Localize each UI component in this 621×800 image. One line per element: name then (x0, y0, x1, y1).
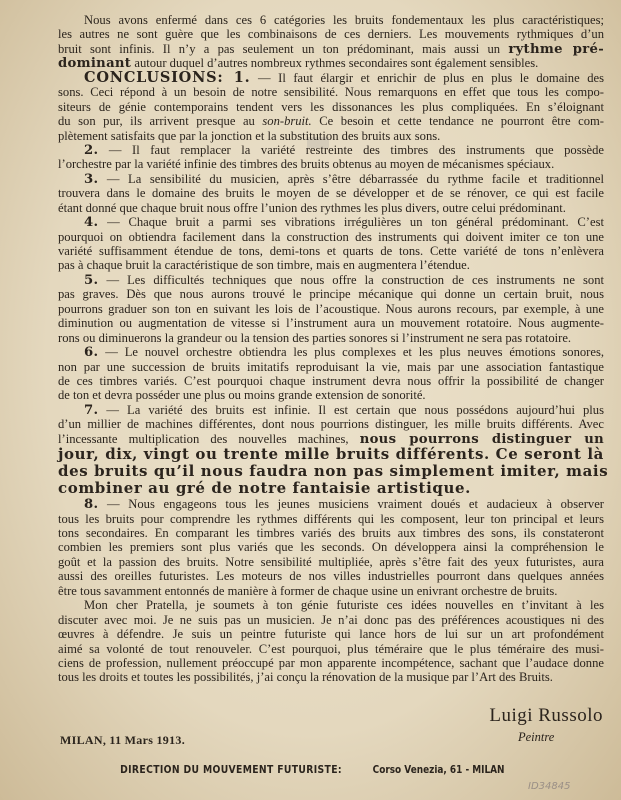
text-run: — Chaque bruit a parmi ses vibrations irrégulières un ton général prédominant. C’est (98, 215, 604, 230)
text-line (58, 627, 604, 641)
text-line (58, 670, 604, 684)
text-run: de ces timbres variés. C’est pourquoi chaque instrument devra nous offrir la possibilité de changer (58, 373, 604, 388)
text-line (58, 417, 604, 431)
text-run: étant donné que chaque bruit nous offre l’union des rythmes les plus divers, outre celui prédominant. (58, 200, 566, 215)
text-run: tons secondaires. En comparant les timbres variés des bruits aux timbres des sons, ils constateront (58, 526, 604, 540)
text-run: du son pur, ils arrivent presque au (58, 114, 263, 129)
archive-id: ID34845 (528, 781, 571, 792)
text-line (58, 129, 604, 143)
text-run: non par une succession de bruits imitatifs reproduisant la vie, mais par une association fantastique (58, 359, 604, 374)
text-line (58, 273, 604, 287)
text-line (58, 555, 604, 569)
text-run: tous les bruits pour comprendre les rythmes différents qui les composent, leur ton principal et leurs (58, 511, 604, 526)
text-run: — Il faut élargir et enrichir de plus en plus le domaine des (250, 70, 604, 85)
text-line (58, 302, 604, 316)
text-run: œuvres à défendre. Je suis un peintre futuriste qui lance hors de lui sur un art profondément (58, 627, 604, 642)
footer-address: Corso Venezia, 61 - MILAN (372, 764, 505, 776)
text-line (58, 540, 604, 554)
text-run: l’orchestre par la variété infinie des timbres des bruits obtenus au moyen de mécanismes spéciaux. (58, 157, 555, 172)
paragraph (58, 497, 604, 598)
paragraph (58, 143, 604, 172)
text-run: pas à chaque bruit la caractéristique de son timbre, mais en augmentera l’étendue. (58, 258, 470, 273)
text-run: plètement satisfaits que par la jonction et la substitution des bruits aux sons. (58, 128, 441, 143)
text-run: pourquoi on obtiendra facilement dans la construction des instruments qui doivent imiter ce ton une (58, 229, 604, 244)
text-run: l’incessante multiplication des nouvelles machines, (58, 431, 360, 446)
bold-run: 8. (84, 497, 99, 513)
text-line (58, 215, 604, 229)
paragraph (58, 13, 604, 71)
text-run: les autres ne sont guère que les combinaisons de ces derniers. Les mouvements rythmiques d’un (58, 27, 604, 42)
text-run: combien les premiers sont plus variés que les seconds. On développera ainsi la compréhension le (58, 540, 604, 555)
text-line (58, 345, 604, 359)
text-line (58, 27, 604, 41)
text-line (58, 462, 609, 481)
text-run: variété suffisamment étendue de tons, demi-tons et quarts de tons. Cette variété de tons n’enlèvera (58, 244, 604, 258)
text-run: — Il faut remplacer la variété restreinte des timbres des instruments que possède (98, 142, 604, 157)
text-line (58, 584, 604, 598)
text-line (58, 497, 604, 511)
text-run: d’un millier de machines différentes, dont nous pourrions distinguer, les mille bruits différents. Avec (58, 417, 604, 432)
paragraph (58, 68, 604, 143)
text-line (58, 446, 604, 463)
text-run: diminution ou augmentation de vitesse si l’instrument aura un mouvement rotatoire. Nous augmente- (58, 316, 604, 331)
bold-run: jour, dix, vingt ou trente mille bruits différents. Ce seront là (58, 445, 604, 464)
text-run: goût et la passion des bruits. Notre sensibilité multipliée, après s’être fait des yeux futuristes, aura (58, 554, 604, 569)
text-run: rons ou diminuerons la grandeur ou la tension des parties sonores si l’instrument ne sera pas rotatoire. (58, 330, 572, 345)
author-role: Peintre (518, 730, 555, 744)
text-line (58, 526, 604, 540)
text-run: tous les droits et toutes les possibilités, j’ai conçu la rénovation de la musique par l’Art des Bruits. (58, 670, 553, 685)
text-line (58, 114, 604, 128)
text-line (58, 569, 604, 583)
text-line (58, 172, 604, 186)
text-line (58, 403, 604, 417)
bold-run: nous pourrons distinguer un (359, 431, 605, 447)
text-line (58, 480, 604, 497)
text-line (58, 598, 604, 612)
manifesto-body (58, 13, 609, 685)
bold-run: 5. (84, 272, 99, 288)
bold-run: 6. (84, 345, 99, 361)
bold-run: CONCLUSIONS: 1. (84, 68, 251, 86)
text-run: de ton et devra posséder une plus ou moins grande extension de sonorité. (58, 388, 426, 403)
bold-run: 2. (84, 142, 99, 158)
text-line (58, 512, 604, 526)
text-run: ciens de profession, nullement préoccupé par mon apparente incompétence, sachant que l’audace donne (58, 655, 604, 670)
text-run: Nous avons enfermé dans ces 6 catégories les bruits fondementaux les plus caractéristiques; (84, 13, 604, 27)
text-run: sons. Ceci répond à un besoin de notre sensibilité. Nous remarquons en effet que tous les compo- (58, 85, 604, 100)
text-line (58, 244, 604, 258)
italic-run: son-bruit. (262, 114, 312, 129)
text-line (58, 613, 604, 627)
text-run: — Le nouvel orchestre obtiendra les plus complexes et les plus neuves émotions sonores, (98, 345, 604, 360)
footer (0, 764, 621, 776)
text-run: autour duquel d’autres nombreux rythmes secondaires sont également sensibles. (131, 56, 539, 71)
text-line (58, 42, 604, 56)
text-run: discuter avec moi. Je ne suis pas un musicien. Je n’ai donc pas des préférences acoustiques ni des (58, 612, 604, 627)
text-run: aussi des oreilles futuristes. Les moteurs de nos villes industrielles pourront dans quelques années (58, 569, 604, 584)
text-run: — La variété des bruits est infinie. Il est certain que nous possédons aujourd’hui plus (98, 402, 604, 417)
text-run: être tous savamment entonnés de manière à former de chaque usine un enivrant orchestre de bruits. (58, 583, 558, 598)
text-line (58, 642, 604, 656)
text-line (58, 201, 604, 215)
footer-label: DIRECTION DU MOUVEMENT FUTURISTE: (120, 764, 343, 776)
author-signature: Luigi Russolo (489, 705, 603, 726)
text-line (58, 143, 604, 157)
text-line (58, 85, 604, 99)
text-line (58, 230, 604, 244)
text-run: — La sensibilité du musicien, après s’être débarrassée du rythme facile et traditionnel (98, 171, 604, 186)
text-run: aimé sa volonté de tout renouveler. C’est pourquoi, plus téméraire que le plus téméraire des musi- (58, 641, 604, 656)
text-run: pas graves. Dès que nous aurons trouvé le principe mécanique qui donne un certain bruit, nous (58, 287, 604, 302)
text-run: Mon cher Pratella, je soumets à ton génie futuriste ces idées nouvelles en t’invitant à les (84, 598, 604, 613)
text-line (58, 100, 604, 114)
text-line (58, 374, 604, 388)
bold-run: 4. (84, 215, 99, 231)
text-line (58, 68, 604, 86)
text-line (58, 287, 604, 301)
bold-run: 3. (84, 171, 99, 187)
paragraph (58, 172, 604, 215)
paragraph (58, 402, 609, 498)
text-run: — Les difficultés techniques que nous offre la construction de ces instruments ne sont (98, 272, 604, 287)
text-run: siteurs de génie contemporains tendent vers les dissonances les plus compliquées. En s’éloignant (58, 99, 604, 114)
paragraph (58, 345, 604, 403)
text-line (58, 388, 604, 402)
text-run: pourrons graduer son ton en suivant les lois de l’acoustique. Nous aurons recours, par exemple, à une (58, 301, 604, 316)
text-line (58, 656, 604, 670)
text-run: — Nous engageons tous les jeunes musiciens vraiment doués et audacieux à observer (98, 497, 604, 512)
text-line (58, 360, 604, 374)
text-line (58, 316, 604, 330)
bold-run: dominant (58, 56, 132, 72)
text-line (58, 258, 604, 272)
text-line (58, 13, 604, 27)
paragraph (58, 273, 604, 345)
text-line (58, 331, 604, 345)
place-date: MILAN, 11 Mars 1913. (60, 733, 185, 747)
bold-run: rythme pré- (508, 41, 604, 57)
bold-run: des bruits qu’il nous faudra non pas simplement imiter, mais (58, 462, 609, 481)
text-run: Ce besoin et cette tendance ne pourront être com- (311, 114, 604, 129)
paragraph (58, 215, 604, 273)
text-line (58, 157, 604, 171)
text-run: bruit sont infinis. Il n’y a pas seulement un ton prédominant, mais aussi un (58, 41, 509, 56)
bold-run: combiner au gré de notre fantaisie artistique. (58, 479, 471, 498)
bold-run: 7. (84, 402, 99, 418)
text-line (58, 432, 604, 446)
text-run: trouvera dans le domaine des bruits le moyen de se développer et de se rénover, ce qui est facile (58, 186, 604, 201)
paragraph (58, 598, 604, 685)
text-line (58, 186, 604, 200)
